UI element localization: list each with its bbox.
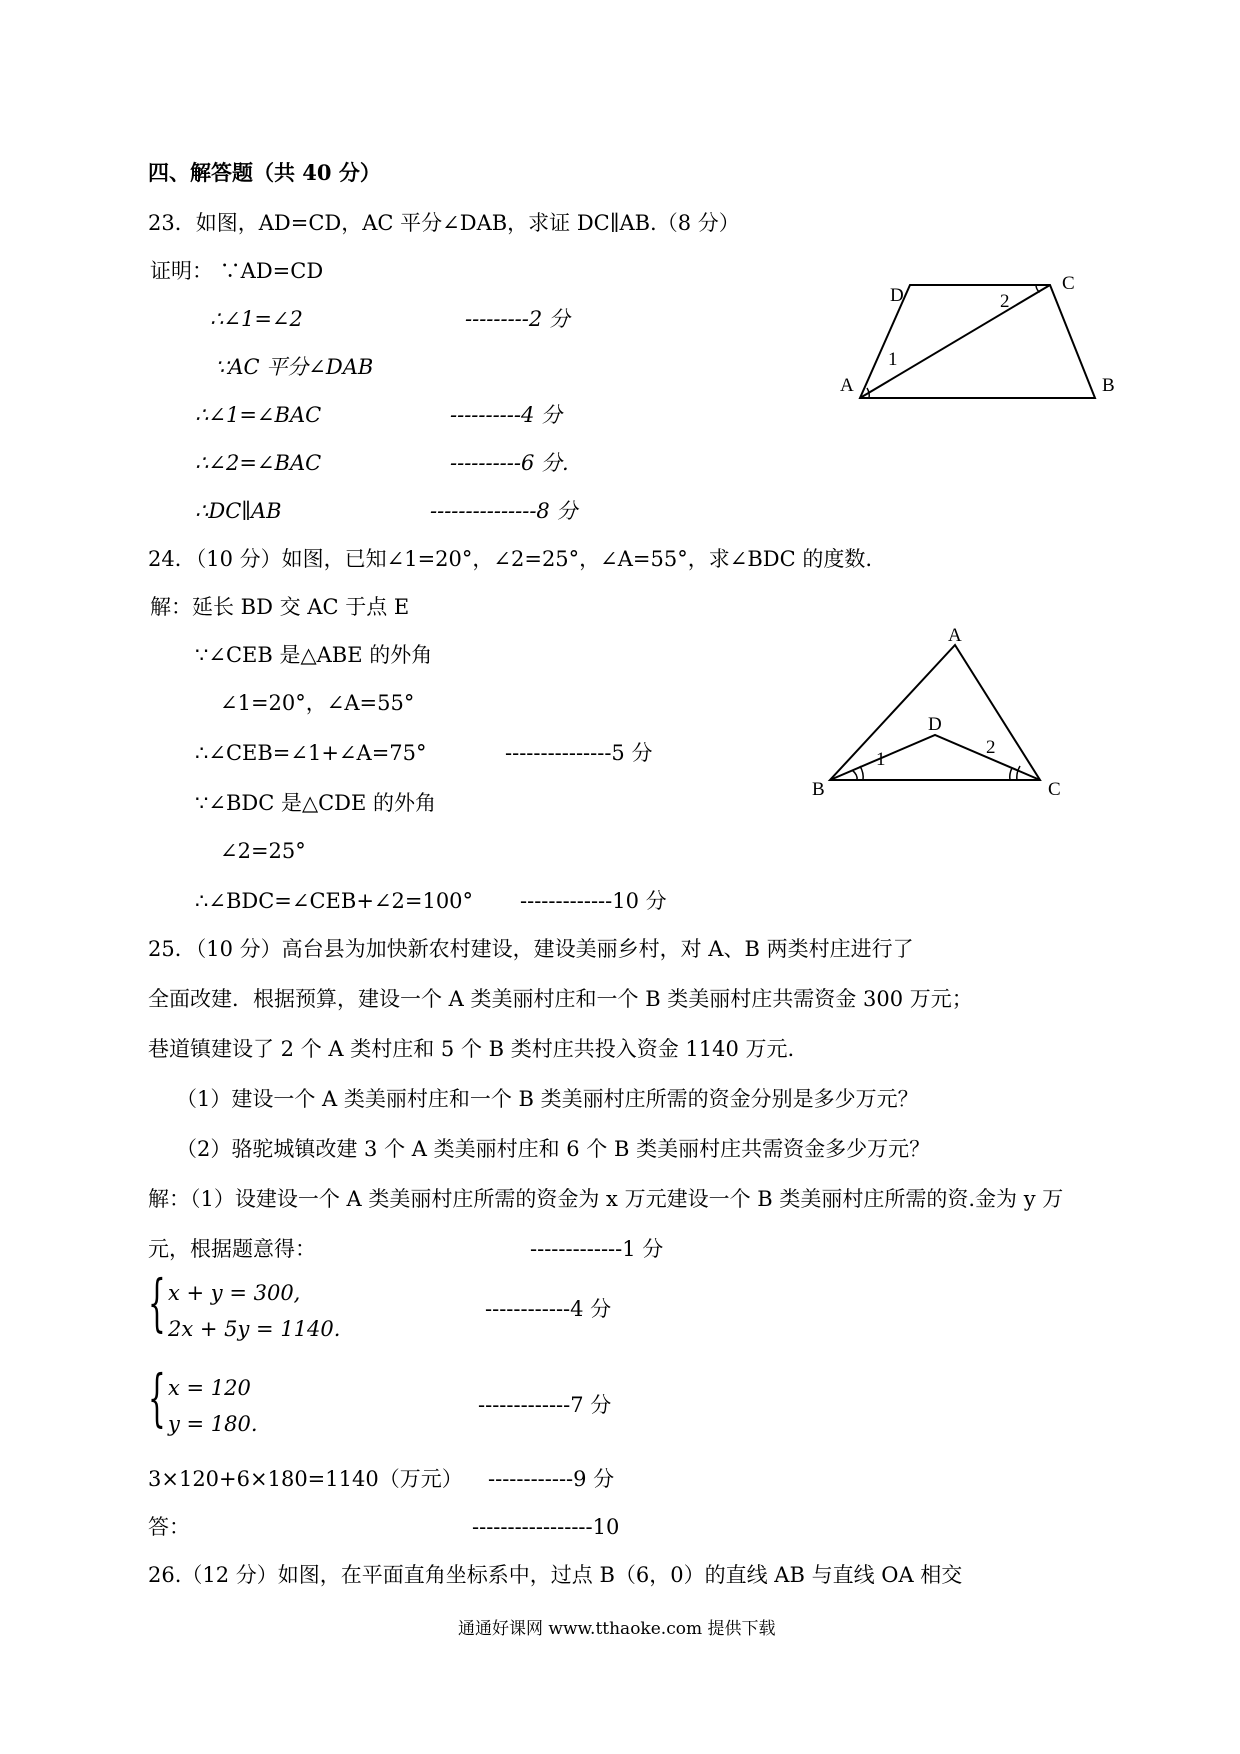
q25-score-9: ------------9 分 xyxy=(488,1467,615,1491)
label-B: B xyxy=(1102,375,1115,396)
system2-eq1: x = 120 xyxy=(168,1376,251,1400)
q25-solution-line-2: 元，根据题意得： xyxy=(148,1237,316,1261)
q23-proof-line-2: ∴∠1=∠2 xyxy=(210,307,303,331)
q25-equation-system-1 xyxy=(148,1266,348,1358)
label-angle-2: 2 xyxy=(1000,291,1010,312)
q23-question: 23．如图，AD=CD，AC 平分∠DAB，求证 DC∥AB.（8 分） xyxy=(148,211,740,235)
system1-eq1: x + y = 300, xyxy=(168,1281,301,1305)
label-A: A xyxy=(948,625,962,646)
q25-question-line-5: （2）骆驼城镇改建 3 个 A 类美丽村庄和 6 个 B 类美丽村庄共需资金多少万元？ xyxy=(176,1137,931,1161)
label-D: D xyxy=(928,714,942,735)
page-footer: 通通好课网 www.tthaoke.com 提供下载 xyxy=(458,1619,776,1639)
q25-answer: 答： xyxy=(148,1515,190,1539)
q24-solution-line-2: ∵∠CEB 是△ABE 的外角 xyxy=(195,643,433,667)
brace-icon: { xyxy=(148,1266,166,1339)
q25-score-1: -------------1 分 xyxy=(530,1237,664,1261)
q23-proof-line-4: ∴∠1=∠BAC xyxy=(195,403,322,427)
q25-score-7: -------------7 分 xyxy=(478,1393,612,1417)
q23-score-8: ---------------8 分 xyxy=(430,499,578,523)
q25-equation-system-2 xyxy=(148,1361,348,1453)
q25-solution-line-1: 解：（1）设建设一个 A 类美丽村庄所需的资金为 x 万元建设一个 B 类美丽村庄所需的资.金为 y 万 xyxy=(148,1187,1064,1211)
q25-score-10: -----------------10 xyxy=(472,1515,620,1539)
q24-solution-line-5: ∵∠BDC 是△CDE 的外角 xyxy=(195,791,437,815)
q25-question-line-4: （1）建设一个 A 类美丽村庄和一个 B 类美丽村庄所需的资金分别是多少万元？ xyxy=(176,1087,919,1111)
q24-question: 24．（10 分）如图，已知∠1=20°，∠2=25°，∠A=55°，求∠BDC 的度数. xyxy=(148,547,873,571)
q23-score-4: ----------4 分 xyxy=(450,403,562,427)
q23-proof-line-3: ∵AC 平分∠DAB xyxy=(215,355,374,379)
q23-proof-line-1: 证明： ∵AD=CD xyxy=(150,259,324,283)
brace-icon: { xyxy=(148,1361,166,1434)
q25-score-4: ------------4 分 xyxy=(485,1297,612,1321)
q24-solution-line-4: ∴∠CEB=∠1+∠A=75° xyxy=(195,741,427,765)
q23-proof-line-6: ∴DC∥AB xyxy=(195,499,282,523)
q24-triangle-figure xyxy=(800,625,1080,800)
q25-question-line-2: 全面改建．根据预算，建设一个 A 类美丽村庄和一个 B 类美丽村庄共需资金 300 万元； xyxy=(148,987,973,1011)
label-A: A xyxy=(840,375,854,396)
label-angle-1: 1 xyxy=(876,749,886,770)
q25-question-line-1: 25．（10 分）高台县为加快新农村建设，建设美丽乡村，对 A、B 两类村庄进行了 xyxy=(148,937,914,961)
q23-trapezoid-figure xyxy=(830,265,1130,415)
q24-solution-line-1: 解：延长 BD 交 AC 于点 E xyxy=(150,595,410,619)
q23-score-6: ----------6 分. xyxy=(450,451,569,475)
q24-solution-line-7: ∴∠BDC=∠CEB+∠2=100° xyxy=(195,889,474,913)
q25-question-line-3: 巷道镇建设了 2 个 A 类村庄和 5 个 B 类村庄共投入资金 1140 万元. xyxy=(148,1037,795,1061)
system2-eq2: y = 180. xyxy=(168,1412,258,1436)
q26-question: 26.（12 分）如图，在平面直角坐标系中，过点 B（6，0）的直线 AB 与直线 OA 相交 xyxy=(148,1563,963,1587)
q23-proof-line-5: ∴∠2=∠BAC xyxy=(195,451,322,475)
system1-eq2: 2x + 5y = 1140. xyxy=(168,1317,341,1341)
label-C: C xyxy=(1048,779,1061,800)
q24-solution-line-3: ∠1=20°，∠A=55° xyxy=(220,691,415,715)
label-angle-2: 2 xyxy=(986,737,996,758)
q23-score-2: ---------2 分 xyxy=(465,307,570,331)
label-D: D xyxy=(890,285,904,306)
q24-score-5: ---------------5 分 xyxy=(505,741,653,765)
q24-score-10: -------------10 分 xyxy=(520,889,667,913)
label-B: B xyxy=(812,779,825,800)
label-C: C xyxy=(1062,273,1075,294)
q24-solution-line-6: ∠2=25° xyxy=(220,839,306,863)
section-title: 四、解答题（共 40 分） xyxy=(148,160,381,185)
label-angle-1: 1 xyxy=(888,349,898,370)
q25-calc: 3×120+6×180=1140（万元） xyxy=(148,1467,463,1491)
